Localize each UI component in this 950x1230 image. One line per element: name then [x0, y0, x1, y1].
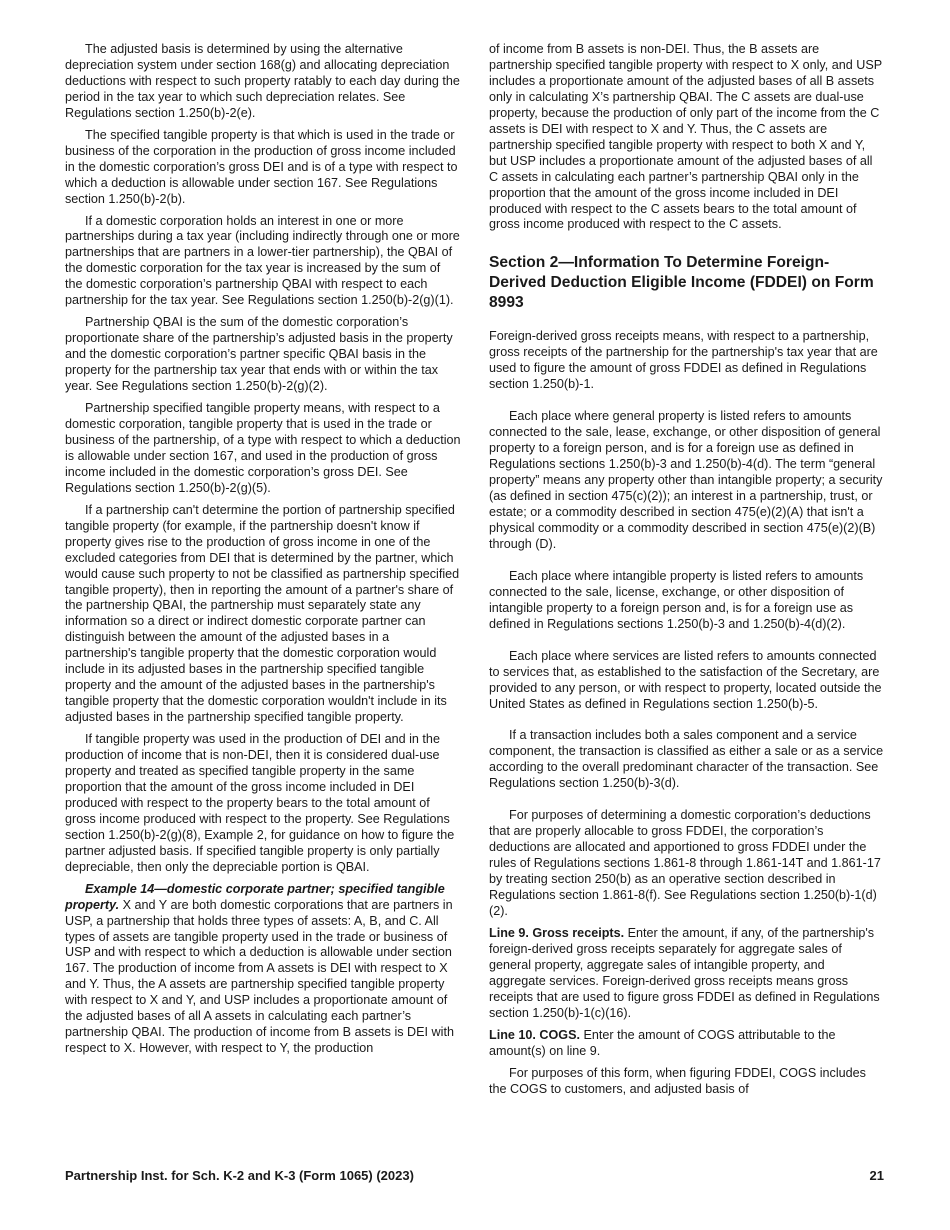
- paragraph-example-14: [65, 882, 461, 1057]
- paragraph-partnership-qbai: Partnership QBAI is the sum of the domestic corporation’s proportionate share of the partnership’s adjusted basis in the property and the domestic corporation’s partner specific QBAI basis in the property for the partnership tax year that ends with or within the tax year. See Regulations section 1.250(b)-2(g)(2).: [65, 315, 453, 394]
- line-9-body: Enter the amount, if any, of the partnership's foreign-derived gross receipts separately for aggregate sales of general property, aggregate sales of intangible property, and aggregate services. Foreign-derived gross receipts means gross receipts that are used to figure gross FDDEI as defined in Regulations section 1.250(b)-1(c)(16).: [489, 925, 880, 1020]
- paragraph-example-continuation: of income from B assets is non-DEI. Thus, the B assets are partnership specified tangible property with respect to X only, and USP includes a proportionate amount of the adjusted bases of all B assets only in calculating X’s partnership QBAI. The C assets are dual-use property, because the production of only part of the income from the C assets is DEI with respect to X and Y. Thus, the C assets are partnership specified tangible property with respect to both X and Y, but USP includes a proportionate amount of the adjusted bases of all C assets in calculating each partner’s partnership QBAI only in the proportion that the amount of the gross income included in DEI produced with respect to the C assets bears to the total amount of gross income produced with respect to the C assets.: [489, 42, 882, 232]
- paragraph-general-property: Each place where general property is listed refers to amounts connected to the sale, lease, exchange, or other disposition of general property to a foreign person, and is for a foreign use as defined in Regulations sections 1.250(b)-3 and 1.250(b)-4(d). The term “general property” means any property other than intangible property; a security (as defined in section 475(c)(2)); an interest in a partnership, trust, or estate; or a commodity described in section 475(e)(2)(A) that isn't a physical commodity or a commodity described in section 475(e)(2)(B) through (D).: [489, 409, 883, 551]
- right-column: [489, 42, 884, 1103]
- footer-title: Partnership Inst. for Sch. K-2 and K-3 (Form 1065) (2023): [65, 1168, 414, 1183]
- paragraph-partnership-specified-property: Partnership specified tangible property means, with respect to a domestic corporation, tangible property that is used in the trade or business of the partnership, of a type with respect to which a deduction is allowable under section 167, and used in the production of gross income included in the domestic corporation’s gross DEI. See Regulations section 1.250(b)-2(g)(5).: [65, 401, 461, 495]
- paragraph-line-9: [489, 926, 884, 1022]
- paragraph-partnership-interest: If a domestic corporation holds an interest in one or more partnerships during a tax year (including indirectly through one or more partnerships that are partners in a lower-tier partnership), the QBAI of the domestic corporation for the tax year is increased by the sum of the domestic corporation’s partnership QBAI with respect to each partnership for the tax year. See Regulations section 1.250(b)-2(g)(1).: [65, 213, 460, 308]
- example-14-title: Example 14—domestic corporate partner; specified tangible property.: [65, 881, 445, 912]
- paragraph-intangible-property: Each place where intangible property is listed refers to amounts connected to the sale, license, exchange, or other disposition of intangible property to a foreign person and, is for a foreign use as defined in Regulations sections 1.250(b)-3 and 1.250(b)-4(d)(2).: [489, 568, 864, 631]
- line-10-body: Enter the amount of COGS attributable to the amount(s) on line 9.: [489, 1027, 836, 1058]
- page-number: 21: [869, 1168, 884, 1183]
- paragraph-dual-use-property: If tangible property was used in the production of DEI and in the production of income that is non-DEI, then it is considered dual-use property and treated as specified tangible property in the same proportion that the amount of the gross income included in DEI produced with respect to the property bears to the total amount of gross income produced with respect to the property. See Regulations section 1.250(b)-2(g)(8), Example 2, for guidance on how to figure the partner adjusted basis. If specified tangible property is only partially depreciable, then only the depreciable portion is QBAI.: [65, 732, 455, 874]
- paragraph-line-10: [489, 1028, 884, 1060]
- paragraph-foreign-derived-receipts: Foreign-derived gross receipts means, with respect to a partnership, gross receipts of the partnership for the partnership's tax year that are used to figure the amount of gross FDDEI as defined in Regulations section 1.250(b)-1.: [489, 329, 878, 392]
- page-footer: [65, 1168, 884, 1183]
- paragraph-specified-tangible-property: The specified tangible property is that which is used in the trade or business of the corporation in the production of gross income included in the domestic corporation’s gross DEI and is of a type with respect to which a deduction is allowable under section 167. See Regulations section 1.250(b)-2(b).: [65, 127, 458, 206]
- paragraph-services: Each place where services are listed refers to amounts connected to services that, as established to the satisfaction of the Secretary, are provided to any person, or with respect to property, located outside the United States as defined in Regulations section 1.250(b)-5.: [489, 648, 882, 711]
- paragraph-undetermined-portion: If a partnership can't determine the portion of partnership specified tangible property (for example, if the partnership doesn't know if property gives rise to the production of gross income in one of the excluded categories from DEI that is determined by the partner, which would cause such property to not be classified as partnership specified tangible property), then in reporting the amount of a partner's share of the partnership QBAI, the partnership must separately state any information so a direct or indirect domestic corporate partner can distinguish between the amount of the adjusted bases in a partnership's tangible property that the domestic corporation would include in its adjusted bases in the partnership specified tangible property and the amount of the adjusted bases in the partnership's tangible property that the domestic corporation wouldn't include in its adjusted bases in the partnership specified tangible property.: [65, 502, 460, 725]
- paragraph-adjusted-basis: The adjusted basis is determined by using the alternative depreciation system under section 168(g) and allocating depreciation deductions with respect to such property ratably to each day during the period in the tax year to which such depreciation relates. See Regulations section 1.250(b)-2(e).: [65, 42, 460, 120]
- paragraph-sales-service-component: If a transaction includes both a sales component and a service component, the transaction is classified as either a sale or as a service according to the overall predominant character of the transaction. See Regulations section 1.250(b)-3(d).: [489, 728, 884, 791]
- left-column: [65, 42, 461, 1063]
- line-10-heading: Line 10. COGS.: [489, 1027, 580, 1042]
- paragraph-cogs-purposes: For purposes of this form, when figuring FDDEI, COGS includes the COGS to customers, and adjusted basis of: [489, 1065, 866, 1096]
- section-2-heading: Section 2—Information To Determine Foreign-Derived Deduction Eligible Income (FDDEI) on Form 8993: [489, 254, 874, 312]
- example-14-body: X and Y are both domestic corporations that are partners in USP, a partnership that holds three types of assets: A, B, and C. All types of assets are tangible property used in the trade or business of USP and with respect to which a deduction is allowable under section 167. The production of income from A assets is DEI with respect to X and Y. Thus, the A assets are partnership specified tangible property with respect to X and Y, and USP includes a proportionate amount of the adjusted bases of all A assets in calculating each partner’s partnership QBAI. The production of income from B assets is DEI with respect to X. However, with respect to Y, the production: [65, 897, 454, 1056]
- line-9-heading: Line 9. Gross receipts.: [489, 925, 625, 940]
- paragraph-deductions-allocable: For purposes of determining a domestic corporation’s deductions that are properly allocable to gross FDDEI, the corporation’s deductions are allocated and apportioned to gross FDDEI under the rules of Regulations sections 1.861-8 through 1.861-14T and 1.861-17 by treating section 250(b) as an operative section described in Regulations section 1.861-8(f). See Regulations section 1.250(b)-1(d)(2).: [489, 808, 881, 918]
